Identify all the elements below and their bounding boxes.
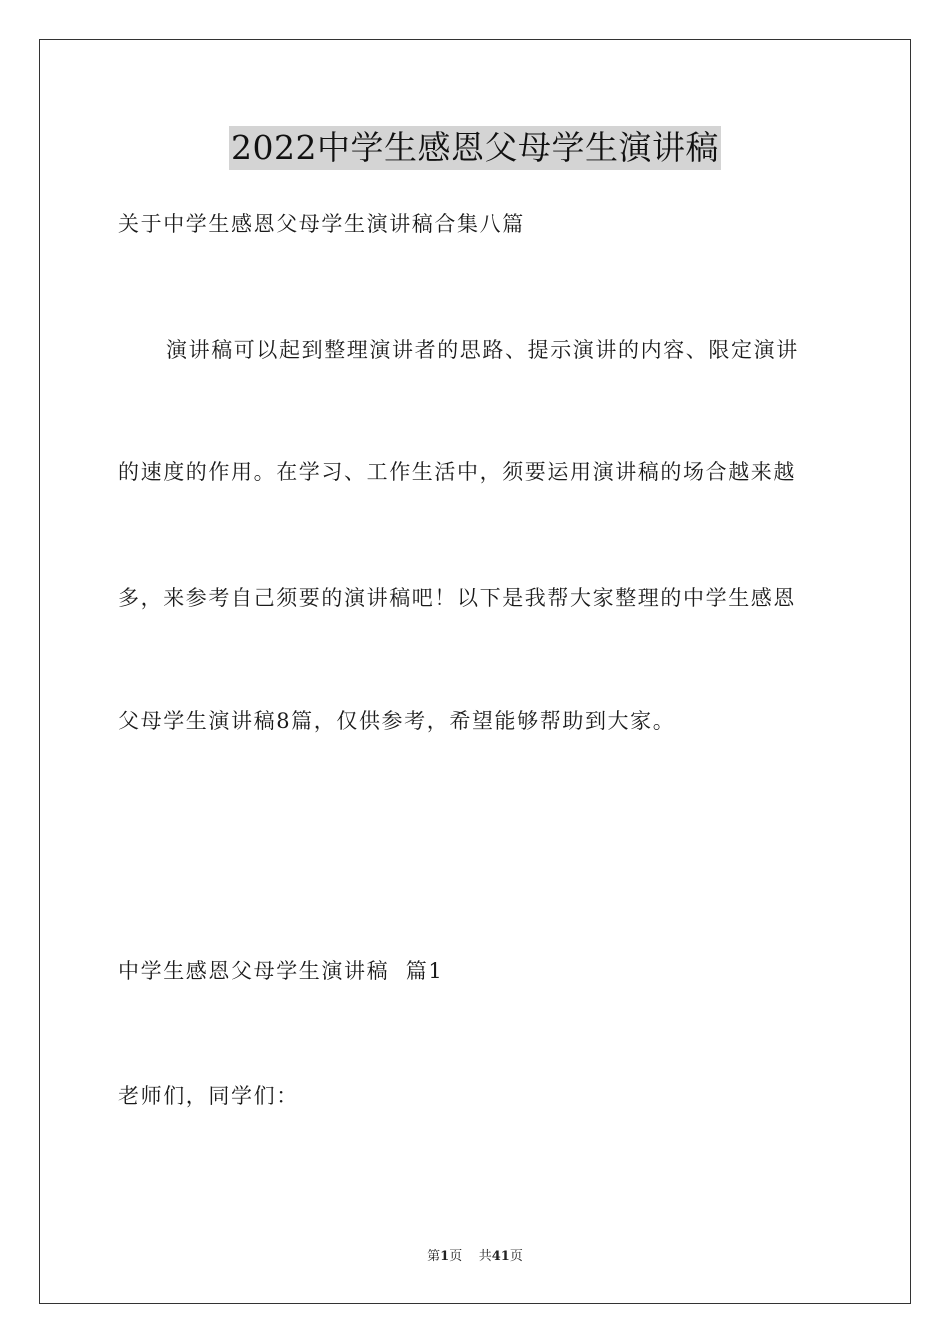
paragraph-line: 父母学生演讲稿8篇，仅供参考，希望能够帮助到大家。 — [118, 709, 676, 733]
footer-total-prefix: 共 — [478, 1249, 492, 1264]
document-subtitle: 关于中学生感恩父母学生演讲稿合集八篇 — [118, 212, 525, 236]
paragraph-line: 多，来参考自己须要的演讲稿吧！以下是我帮大家整理的中学生感恩 — [118, 586, 796, 610]
footer-page-number: 1 — [440, 1249, 450, 1264]
section-heading: 中学生感恩父母学生演讲稿 篇1 — [118, 959, 444, 983]
footer-page-suffix: 页 — [449, 1249, 463, 1264]
title-container — [0, 126, 950, 170]
salutation: 老师们，同学们： — [118, 1084, 299, 1108]
footer-total-suffix: 页 — [509, 1249, 523, 1264]
footer-page-prefix: 第 — [427, 1249, 441, 1264]
paragraph-line: 演讲稿可以起到整理演讲者的思路、提示演讲的内容、限定演讲 — [166, 338, 799, 362]
footer-total-pages: 41 — [491, 1249, 510, 1264]
document-title: 2022中学生感恩父母学生演讲稿 — [229, 126, 721, 170]
page-footer — [0, 1248, 950, 1266]
paragraph-line: 的速度的作用。在学习、工作生活中，须要运用演讲稿的场合越来越 — [118, 460, 796, 484]
